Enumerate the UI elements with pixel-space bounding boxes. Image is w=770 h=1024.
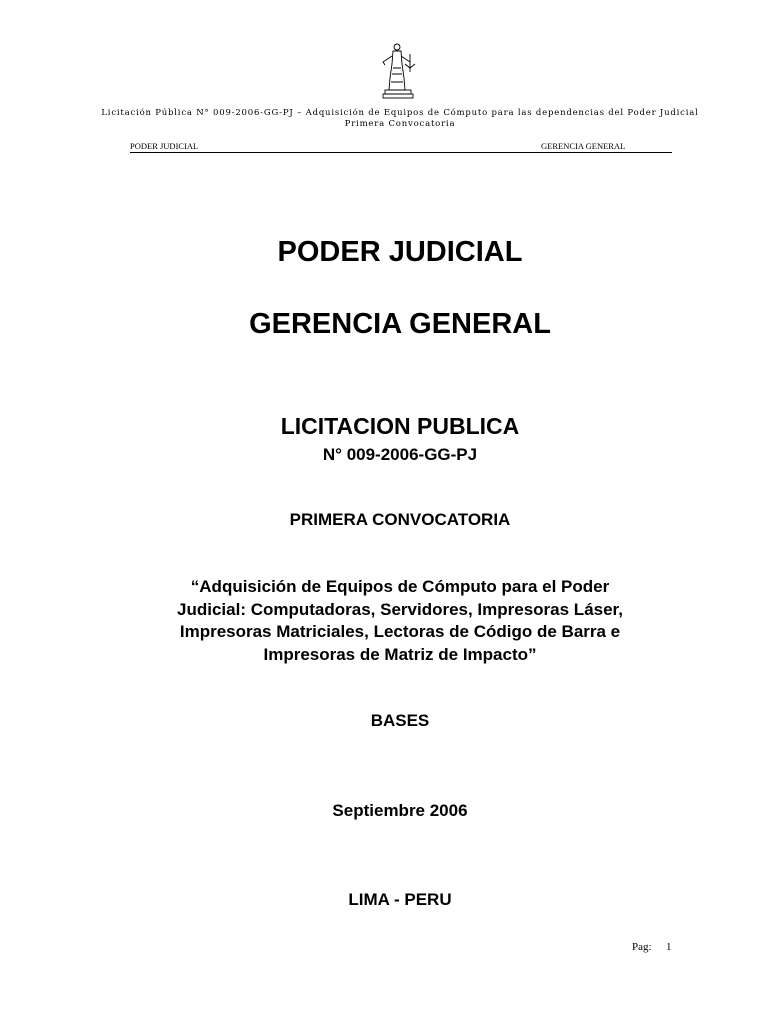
- convocatoria-label: PRIMERA CONVOCATORIA: [289, 510, 511, 529]
- description-line: Impresoras de Matriz de Impacto”: [263, 644, 537, 664]
- licitacion-heading: LICITACION PUBLICA: [280, 413, 520, 439]
- description-block: [100, 576, 700, 666]
- justice-statue-icon: [377, 42, 419, 100]
- bases-label: BASES: [370, 711, 430, 730]
- location-label: LIMA - PERU: [348, 890, 452, 909]
- description-line: Judicial: Computadoras, Servidores, Impresoras Láser,: [177, 599, 623, 619]
- header-left-label: PODER JUDICIAL: [130, 141, 199, 151]
- date-label: Septiembre 2006: [332, 801, 468, 820]
- header-divider: [130, 152, 672, 153]
- document-title: PODER JUDICIAL: [277, 236, 523, 268]
- running-header-subtitle: Primera Convocatoria: [344, 119, 456, 129]
- description-line: “Adquisición de Equipos de Cómputo para el Poder: [190, 577, 610, 596]
- page-label: Pag:: [632, 941, 652, 953]
- running-header-title: Licitación Pública N° 009-2006-GG-PJ – Adquisición de Equipos de Cómputo para las dependencias del Poder Judicial: [101, 108, 699, 118]
- page-number: 1: [666, 941, 672, 953]
- document-subtitle: GERENCIA GENERAL: [249, 308, 551, 340]
- licitacion-number: N° 009-2006-GG-PJ: [322, 445, 478, 464]
- header-right-label: GERENCIA GENERAL: [541, 141, 626, 151]
- description-line: Impresoras Matriciales, Lectoras de Código de Barra e: [179, 622, 621, 641]
